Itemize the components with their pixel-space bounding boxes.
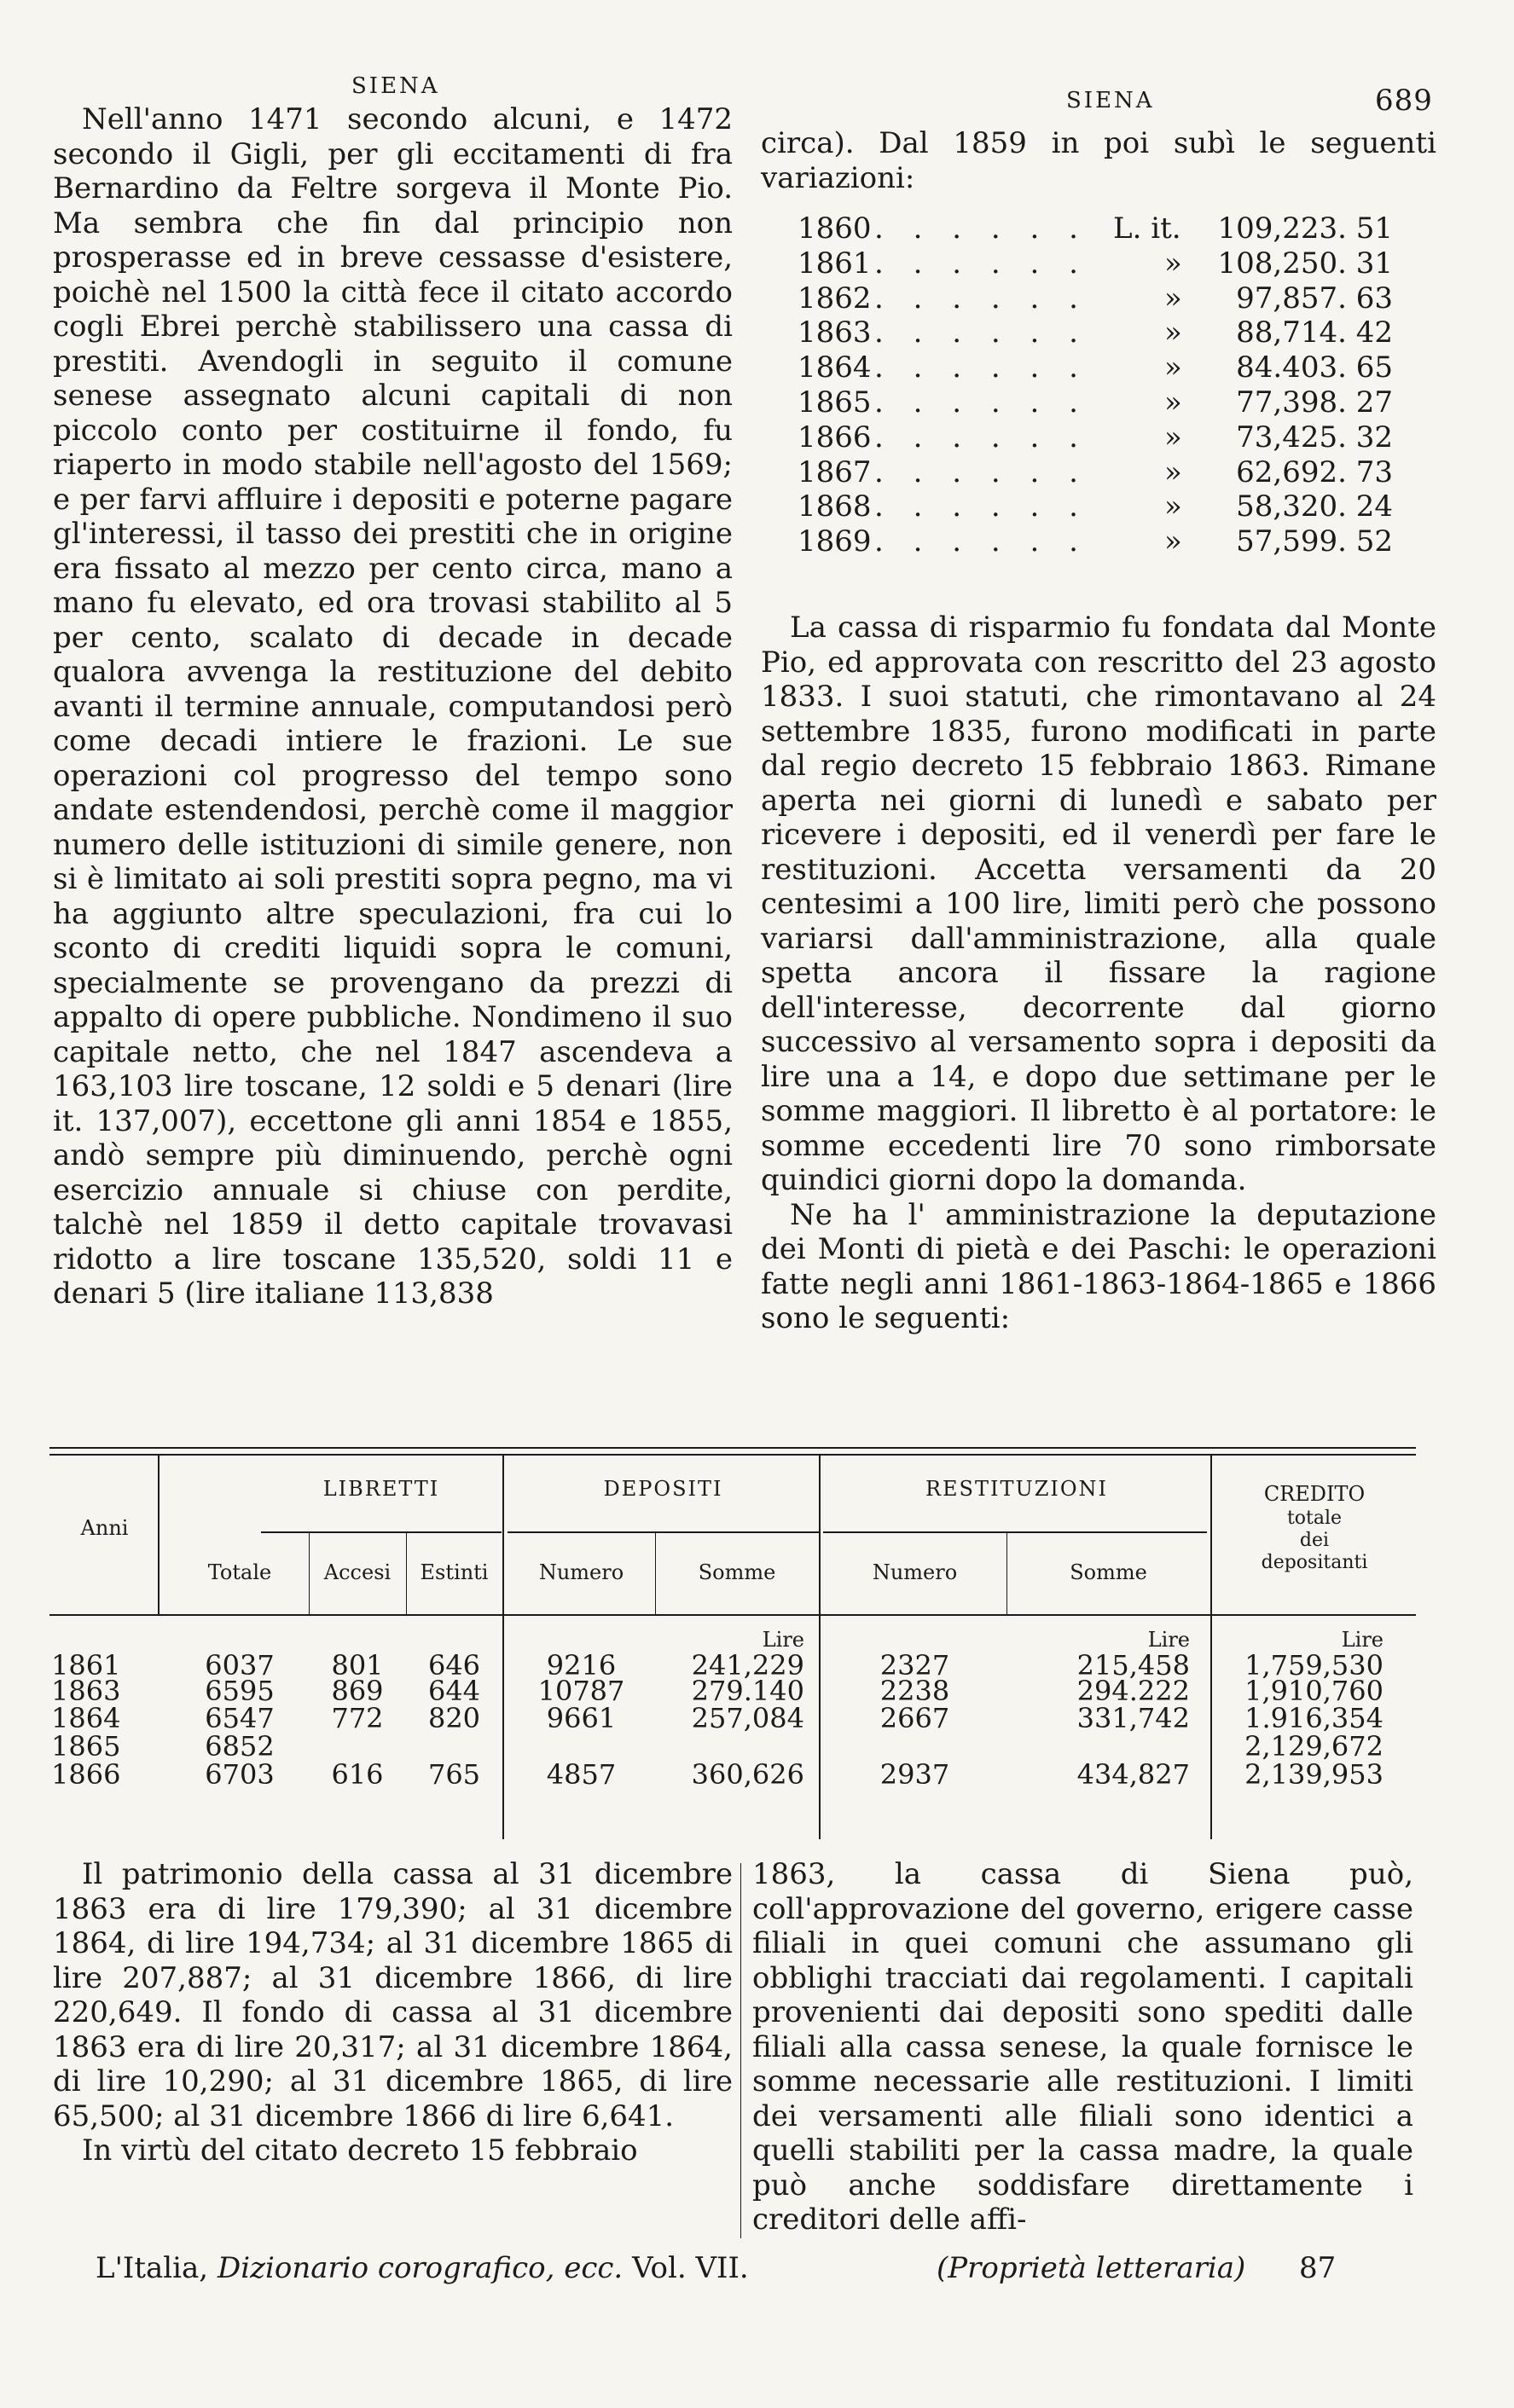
cell-credito: 1,759,530 [1244,1649,1383,1682]
header-restituzioni: RESTITUZIONI [925,1477,1109,1501]
cell-somme-rest: 331,742 [1076,1702,1190,1734]
footer-volume: Vol. VII. [632,2251,749,2285]
cell-totale: 6703 [205,1758,275,1791]
cell-totale: 6547 [205,1702,275,1734]
cell-credito: 1,910,760 [1244,1675,1383,1707]
year-value-row [798,455,1393,490]
header-estinti: Estinti [420,1560,489,1584]
year-value-row [798,524,1393,559]
year-amount: 62,692. 73 [1236,454,1393,489]
cell-num-dep: 10787 [537,1675,625,1707]
left-running-head: SIENA [351,73,440,99]
cell-num-dep: 9216 [546,1649,617,1682]
header-numero-restituzioni: Numero [872,1560,958,1584]
year-value-row [798,281,1393,316]
leader-dots: . . . . . . [874,420,1088,454]
col-divider [819,1456,821,1839]
ditto-mark: » [1164,315,1182,350]
year-label: 1865 [798,385,872,420]
leader-dots: . . . . . . [874,385,1088,420]
leader-dots: . . . . . . [874,281,1088,315]
year-amount: 109,223. 51 [1217,211,1393,246]
header-libretti: LIBRETTI [322,1477,440,1501]
ditto-mark: » [1164,385,1182,420]
leader-dots: . . . . . . [874,489,1088,524]
table-top-rule [49,1447,1416,1449]
cassa-risparmio-paragraph: La cassa di risparmio fu fondata dal Monte Pio, ed approvata con rescritto del 23 agosto 1833. I suoi statuti, che rimontavano al 24 settembre 1835, furono modificati in parte dal regio decreto 15 febbraio 1863. Rimane aperta nei giorni di lunedì e sabato per ricevere i depositi, ed il venerdì per fare le restituzioni. Accetta versamenti da 20 centesimi a 100 lire, limiti però che possono variarsi dall'amministrazione, alla quale spetta ancora il fissare la ragione dell'interesse, decorrente dal giorno successivo al versamento sopra i depositi da lire una a 14, e dopo due settimane per le somme maggiori. Il libretto è al portatore: le somme eccedenti lire 70 sono rimborsate quindici giorni dopo la domanda. [761,611,1436,1197]
depositi-subrule [508,1531,819,1533]
footer-publication: L'Italia, [96,2251,209,2285]
year-value-row [798,246,1393,281]
cell-totale: 6595 [205,1675,275,1707]
right-column-body [761,611,1436,1336]
cell-anno: 1866 [51,1758,121,1791]
cell-credito: 2,129,672 [1244,1730,1383,1763]
footer-signature: 87 [1299,2251,1337,2285]
unit-label-credito: Lire [1341,1628,1383,1652]
header-anni: Anni [80,1516,129,1540]
cell-num-dep: 4857 [546,1758,617,1791]
ditto-mark: » [1164,489,1182,524]
cell-totale: 6852 [205,1730,275,1763]
cell-accesi: 616 [331,1758,384,1791]
yearly-variations-list [798,211,1393,559]
cell-somme-dep: 360,626 [691,1758,804,1791]
col-divider [1210,1456,1212,1839]
variations-intro: circa). Dal 1859 in poi subì le seguenti variazioni: [761,126,1436,195]
footer-rights-text: (Proprietà letteraria) [937,2251,1246,2285]
year-label: 1862 [798,281,872,315]
header-somme-depositi: Somme [698,1560,776,1584]
cell-anno: 1865 [51,1730,121,1763]
cell-somme-rest: 434,827 [1076,1758,1190,1791]
cell-anno: 1861 [51,1649,121,1682]
cell-estinti: 820 [427,1702,481,1734]
cell-num-rest: 2937 [879,1758,950,1791]
cell-somme-rest: 215,458 [1076,1649,1190,1682]
ditto-mark: » [1164,524,1182,559]
year-label: 1869 [798,524,872,559]
year-amount: 77,398. 27 [1236,385,1393,420]
ditto-mark: » [1164,281,1182,315]
year-label: 1866 [798,420,872,454]
restituzioni-subrule [823,1531,1207,1533]
year-label: 1860 [798,211,872,246]
header-credito-totale: totale [1286,1508,1343,1529]
bottom-left-column [53,1857,733,2168]
currency-label: L. it. [1113,211,1181,246]
ditto-mark: » [1164,420,1182,454]
casse-filiali-paragraph: 1863, la cassa di Siena può, coll'approvazione del governo, erigere casse filiali in quei comuni che assumano gli obblighi tracciati dai regolamenti. I capitali provenienti dai depositi sono spediti dalle filiali alla cassa senese, la quale fornisce le somme necessarie alle restituzioni. I limiti dei versamenti alle filiali sono identici a quelli stabiliti per la cassa madre, la quale può anche soddisfare direttamente i creditori delle affi- [752,1857,1413,2237]
cell-credito: 2,139,953 [1244,1758,1383,1791]
cell-somme-rest: 294.222 [1076,1675,1190,1707]
header-credito: CREDITO [1263,1482,1366,1506]
leader-dots: . . . . . . [874,454,1088,489]
col-divider [502,1456,504,1839]
year-label: 1864 [798,350,872,385]
cell-accesi: 801 [331,1649,384,1682]
ditto-mark: » [1164,246,1182,281]
year-label: 1863 [798,315,872,350]
header-totale: Totale [207,1560,272,1584]
unit-label-depositi: Lire [762,1628,804,1652]
header-accesi: Accesi [323,1560,392,1584]
year-label: 1867 [798,454,872,489]
year-value-row [798,489,1393,524]
cell-credito: 1.916,354 [1244,1702,1383,1734]
year-amount: 58,320. 24 [1236,489,1393,524]
right-running-head: SIENA [1066,88,1155,113]
year-amount: 57,599. 52 [1236,524,1393,559]
footer-line [96,2251,749,2285]
cell-estinti: 765 [427,1758,481,1791]
cell-anno: 1864 [51,1702,121,1734]
cell-somme-dep: 241,229 [691,1649,804,1682]
year-value-row [798,315,1393,350]
cell-num-rest: 2667 [879,1702,950,1734]
year-label: 1861 [798,246,872,281]
cell-estinti: 646 [427,1649,481,1682]
year-value-row [798,350,1393,385]
cell-anno: 1863 [51,1675,121,1707]
ditto-mark: » [1164,454,1182,489]
amministrazione-paragraph: Ne ha l' amministrazione la deputazione dei Monti di pietà e dei Paschi: le operazioni fatte negli anni 1861-1863-1864-1865 e 1866 sono le seguenti: [761,1197,1436,1335]
year-amount: 108,250. 31 [1217,246,1393,281]
cell-estinti: 644 [427,1675,481,1707]
cell-totale: 6037 [205,1649,275,1682]
header-numero-depositi: Numero [538,1560,624,1584]
ditto-mark: » [1164,350,1182,385]
cell-somme-dep: 279.140 [691,1675,804,1707]
year-value-row [798,420,1393,455]
year-amount: 97,857. 63 [1236,281,1393,315]
year-label: 1868 [798,489,872,524]
cell-accesi: 869 [331,1675,384,1707]
header-credito-dei: dei [1299,1530,1330,1551]
year-amount: 73,425. 32 [1236,420,1393,454]
right-column-intro [761,126,1436,195]
col-divider [158,1456,160,1614]
cell-num-rest: 2327 [879,1649,950,1682]
header-credito-depositanti: depositanti [1261,1552,1368,1573]
leader-dots: . . . . . . [874,211,1088,246]
leader-dots: . . . . . . [874,246,1088,281]
header-depositi: DEPOSITI [603,1477,723,1501]
unit-label-restituzioni: Lire [1147,1628,1190,1652]
decreto-paragraph: In virtù del citato decreto 15 febbraio [82,2133,638,2168]
header-somme-restituzioni: Somme [1070,1560,1147,1584]
libretti-subrule [261,1531,502,1533]
footer-title: Dizionario corografico, ecc. [217,2251,624,2285]
cell-somme-dep: 257,084 [691,1702,804,1734]
leader-dots: . . . . . . [874,350,1088,385]
year-amount: 84.403. 65 [1236,350,1393,385]
cell-accesi: 772 [331,1702,384,1734]
footer-rights [937,2251,1245,2285]
leader-dots: . . . . . . [874,315,1088,350]
left-column [53,102,733,1311]
bottom-right-column [752,1857,1413,2237]
year-amount: 88,714. 42 [1236,315,1393,350]
column-separator [740,1863,741,2238]
year-value-row [798,385,1393,420]
patrimonio-paragraph: Il patrimonio della cassa al 31 dicembre 1863 era di lire 179,390; al 31 dicembre 1864, di lire 194,734; al 31 dicembre 1865 di lire 207,887; al 31 dicembre 1866, di lire 220,649. Il fondo di cassa al 31 dicembre 1863 era di lire 20,317; al 31 dicembre 1864, di lire 10,290; al 31 dicembre 1865, di lire 65,500; al 31 dicembre 1866 di lire 6,641. [53,1857,733,2133]
year-value-row [798,211,1393,246]
monte-pio-paragraph: Nell'anno 1471 secondo alcuni, e 1472 secondo il Gigli, per gli eccitamenti di fra Bernardino da Feltre sorgeva il Monte Pio. Ma sembra che fin dal principio non prosperasse ed in breve cessasse d'esistere, poichè nel 1500 la città fece il citato accordo cogli Ebrei perchè stabilissero una cassa di prestiti. Avendogli in seguito il comune senese assegnato alcuni capitali di non piccolo conto per costituirne il fondo, fu riaperto in modo stabile nell'agosto del 1569; e per farvi affluire i depositi e poterne pagare gl'interessi, il tasso dei prestiti che in origine era fissato al mezzo per cento circa, mano a mano fu elevato, ed ora trovasi stabilito al 5 per cento, scalato di decade in decade qualora avvenga la restituzione del debito avanti il termine annuale, computandosi però come decadi intiere le frazioni. Le sue operazioni col progresso del tempo sono andate estendendosi, perchè come il maggior numero delle istituzioni di simile genere, non si è limitato ai soli prestiti sopra pegno, ma vi ha aggiunto altre speculazioni, fra cui lo sconto di crediti liquidi sopra le comuni, specialmente se provengano da prezzi di appalto di opere pubbliche. Nondimeno il suo capitale netto, che nel 1847 ascendeva a 163,103 lire toscane, 12 soldi e 5 denari (lire it. 137,007), eccettone gli anni 1854 e 1855, andò sempre più diminuendo, perchè ogni esercizio annuale si chiuse con perdite, talchè nel 1859 il detto capitale trovavasi ridotto a lire toscane 135,520, soldi 11 e denari 5 (lire italiane 113,838 [53,102,733,1311]
cell-num-rest: 2238 [879,1675,950,1707]
cell-num-dep: 9661 [546,1702,617,1734]
page-number: 689 [1375,84,1433,118]
leader-dots: . . . . . . [874,524,1088,559]
